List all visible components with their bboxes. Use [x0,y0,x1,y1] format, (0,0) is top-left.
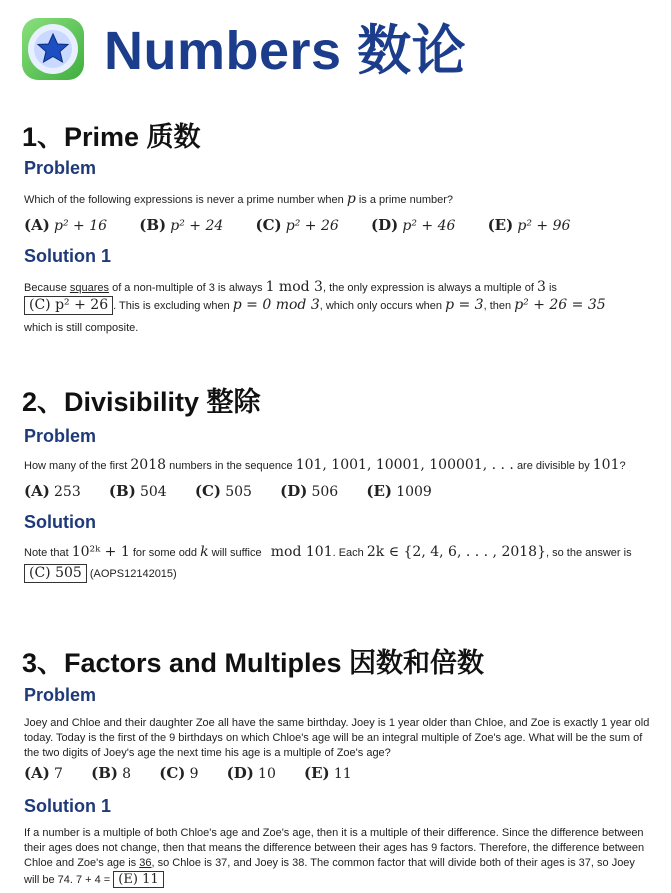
section-heading-divisibility: 2、Divisibility 整除 [22,387,261,417]
answer-choices [24,482,456,500]
choice: (C) 9 [159,764,199,782]
choice: (B) p² + 24 [139,216,224,234]
squares-link[interactable]: squares [69,282,110,294]
solution-label: Solution 1 [24,246,111,266]
answer-choices [24,764,376,782]
choice: (D) 506 [280,482,339,500]
answer-box: (E) 11 [113,871,163,888]
page-title: Numbers 数论 [104,21,467,81]
solution-label: Solution 1 [24,796,111,816]
choice: (D) p² + 46 [370,216,456,234]
solution-line-2: (C) 505 (AOPS12142015) [24,564,654,583]
solution-label: Solution [24,512,96,532]
section-heading-prime: 1、Prime 质数 [22,122,201,152]
solution-line-1: Because squares of a non-multiple of 3 is always 1 mod 3, the only expression is always a multiple of 3 is [24,279,557,295]
link-36[interactable]: 36 [139,857,152,869]
choice: (A) 7 [24,764,63,782]
solution-line-1: Note that 10²ᵏ + 1 for some odd k will suffice mod 101. Each 2k ∈ {2, 4, 6, . . . , 2018}, so the answer is [24,544,632,560]
problem-text: Which of the following expressions is never a prime number when p is a prime number? [24,191,454,207]
choice: (A) p² + 16 [24,216,108,234]
answer-box: (C) 505 [24,564,87,583]
solution-text: If a number is a multiple of both Chloe's age and Zoe's age, then it is a multiple of their difference. Since the difference between their ages does not change, then that means the difference between their ages has 9 factors. Therefore, the difference between Chloe and Zoe's age is 36, so Chloe is 37, and Joey is 38. The common factor that will divide both of their ages is 37, so Joey will be 74. 7 + 4 = (E) 11 [24,827,645,887]
solution-line-3: which is still composite. [24,322,139,334]
choice: (A) 253 [24,482,81,500]
section-heading-factors: 3、Factors and Multiples 因数和倍数 [22,648,485,678]
solution-line-2: (C) p² + 26 . This is excluding when p = 0 mod 3, which only occurs when p = 3, then p² + 26 = 35 [24,296,654,315]
choice: (C) 505 [194,482,252,500]
answer-choices [24,216,598,234]
star-icon [33,29,73,69]
app-logo [22,18,84,80]
answer-box: (C) p² + 26 [24,296,113,315]
problem-label: Problem [24,685,97,705]
problem-text: How many of the first 2018 numbers in the sequence 101, 1001, 10001, 100001, . . . are divisible by 101? [24,457,626,473]
choice: (B) 504 [108,482,167,500]
problem-text: Joey and Chloe and their daughter Zoe all have the same birthday. Joey is 1 year older than Chloe, and Zoe is exactly 1 year old today. Today is the first of the 9 birthdays on which Chloe's age will be an integral multiple of Zoe's age. What will be the sum of the two digits of Joey's age the next time his age is a multiple of Zoe's age? [24,717,650,759]
logo-badge [28,24,78,74]
choice: (E) p² + 96 [487,216,571,234]
choice: (B) 8 [91,764,132,782]
choice: (C) p² + 26 [255,216,339,234]
choice: (E) 1009 [366,482,432,500]
choice: (E) 11 [304,764,352,782]
problem-label: Problem [24,426,97,446]
choice: (D) 10 [226,764,276,782]
problem-label: Problem [24,158,97,178]
